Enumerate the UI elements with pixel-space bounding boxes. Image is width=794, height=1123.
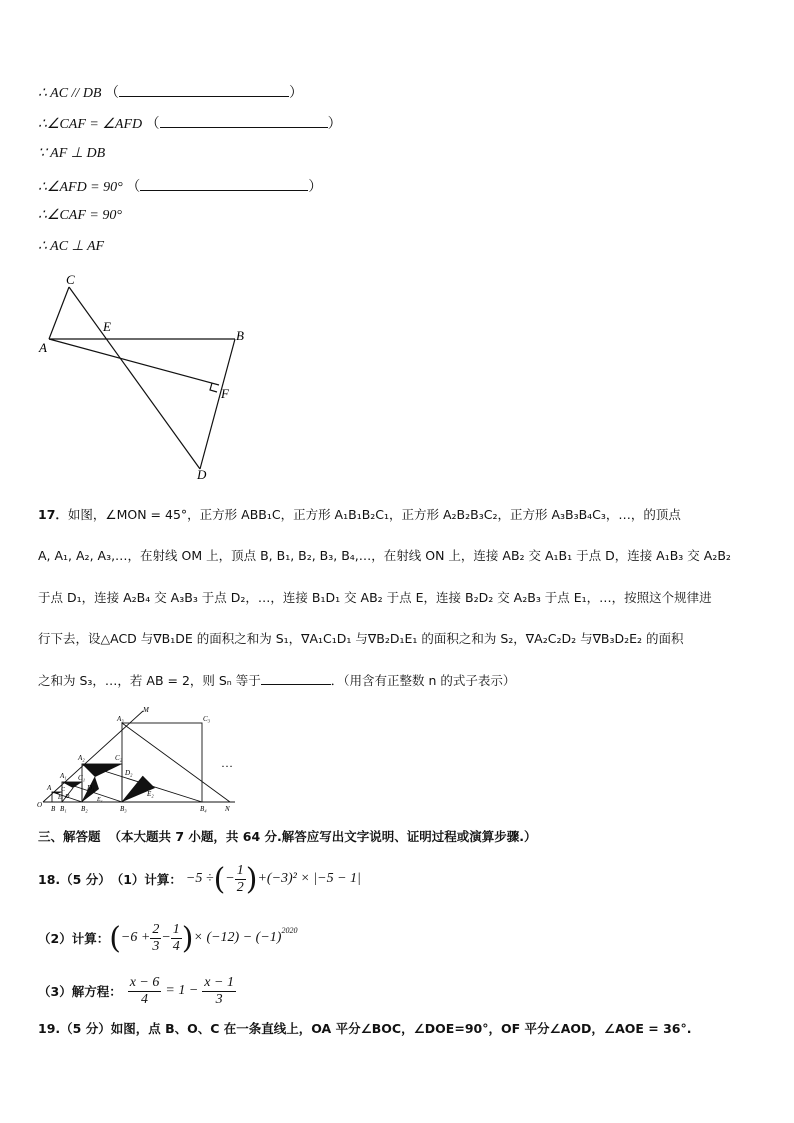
fig2-label-E: E — [58, 795, 62, 801]
q18-part-2: （2）计算： ( −6 + $\frac{2}{3}$ − $\frac{1}{4}$ ) × (−12) − (−1) $^{2020}$ — [38, 920, 298, 956]
fig2-label-B1: B₁ — [60, 805, 67, 813]
fig2-label-A1: A₁ — [60, 772, 67, 780]
proof-step-1: ∴ AC // DB （ ） — [38, 86, 303, 101]
fig2-label-D1: D₁ — [87, 784, 95, 792]
q19-text: 19.（5 分）如图，点 B、O、C 在一条直线上，OA 平分∠BOC，∠DOE=90°，OF 平分∠AOD，∠AOE = 36°. — [38, 1021, 692, 1036]
answer-blank[interactable] — [119, 84, 289, 97]
q18-part-1: 18. （5 分） （1）计算： −5 ÷ ( − $\frac{1}{2}$ ) +(−3)² × |−5 − 1| — [38, 861, 361, 897]
fig2-label-C: C — [61, 787, 66, 793]
proof-step-5: ∴∠CAF = 90° — [38, 208, 122, 223]
geometry-figure-2 — [35, 703, 250, 818]
proof-step-2: ∴∠CAF = ∠AFD （ ） — [38, 117, 342, 132]
label-B: B — [236, 328, 244, 343]
q17-line-4: 行下去，设△ACD 与∇B₁DE 的面积之和为 S₁，∇A₁C₁D₁ 与∇B₂D₁E₁ 的面积之和为 S₂，∇A₂C₂D₂ 与∇B₃D₂E₂ 的面积 — [38, 631, 684, 646]
fig2-label-E1: E₁ — [97, 797, 103, 803]
fig2-label-C3: C₃ — [203, 715, 211, 723]
fig2-label-C1: C₁ — [78, 774, 86, 782]
answer-blank[interactable] — [140, 178, 308, 191]
fig2-label-M: M — [143, 706, 149, 714]
fig2-label-D2: D₂ — [125, 769, 133, 777]
geometry-figure-1 — [35, 268, 265, 483]
fig2-label-A2: A₂ — [78, 754, 85, 762]
fig2-label-E2: E₂ — [147, 790, 154, 798]
label-F: F — [221, 386, 229, 401]
fig2-label-B4: B₄ — [200, 805, 207, 813]
fig2-label-N: N — [225, 805, 230, 813]
q18-part-3: （3）解方程： $\frac{x - 6}{4}$ = 1 − $\frac{x - 1}{3}$ — [38, 974, 234, 1007]
answer-blank[interactable] — [261, 672, 331, 685]
label-D: D — [197, 467, 207, 482]
proof-step-3: ∵ AF ⊥ DB — [38, 146, 106, 161]
q17-line-5: 之和为 S₃，…，若 AB = 2，则 Sₙ 等于 ．（用含有正整数 n 的式子表示） — [38, 673, 516, 688]
fig2-label-B: B — [51, 805, 56, 813]
proof-step-4: ∴∠AFD = 90° （ ） — [38, 180, 323, 195]
fraction: $\frac{1}{4}$ — [172, 921, 180, 954]
fraction: $\frac{x - 6}{4}$ — [129, 974, 160, 1007]
fraction: $\frac{2}{3}$ — [152, 921, 160, 954]
q17-line-1: 17．如图，∠MON = 45°，正方形 ABB₁C，正方形 A₁B₁B₂C₁，正方形 A₂B₂B₃C₂，正方形 A₃B₃B₄C₃，…，的顶点 — [38, 507, 681, 522]
fig2-label-C2: C₂ — [115, 754, 123, 762]
section-3-heading: 三、解答题 （本大题共 7 小题，共 64 分.解答应写出文字说明、证明过程或演算步骤.） — [38, 829, 537, 844]
proof-step-6: ∴ AC ⊥ AF — [38, 239, 105, 254]
fig2-label-B3: B₃ — [120, 805, 127, 813]
label-A: A — [39, 340, 47, 355]
fig2-label-A3: A₃ — [117, 715, 124, 723]
q17-line-2: A, A₁, A₂, A₃,…，在射线 OM 上，顶点 B, B₁, B₂, B₃, B₄,…，在射线 ON 上，连接 AB₂ 交 A₁B₁ 于点 D，连接 A₁B₃ 交 A₂B₂ — [38, 548, 731, 563]
fig2-label-D: D — [65, 794, 70, 800]
fig2-label-O: O — [37, 801, 43, 809]
fraction: $\frac{x - 1}{3}$ — [204, 974, 234, 1007]
label-C: C — [66, 272, 75, 287]
label-E: E — [103, 319, 111, 334]
fraction: $\frac{1}{2}$ — [236, 862, 244, 895]
fig2-label-A: A — [47, 784, 52, 792]
fig2-ellipsis: … — [221, 756, 233, 770]
q17-line-3: 于点 D₁，连接 A₂B₄ 交 A₃B₃ 于点 D₂，…，连接 B₁D₁ 交 AB₂ 于点 E，连接 B₂D₂ 交 A₂B₃ 于点 E₁，…，按照这个规律进 — [38, 590, 712, 605]
answer-blank[interactable] — [160, 115, 328, 128]
fig2-label-B2: B₂ — [81, 805, 88, 813]
